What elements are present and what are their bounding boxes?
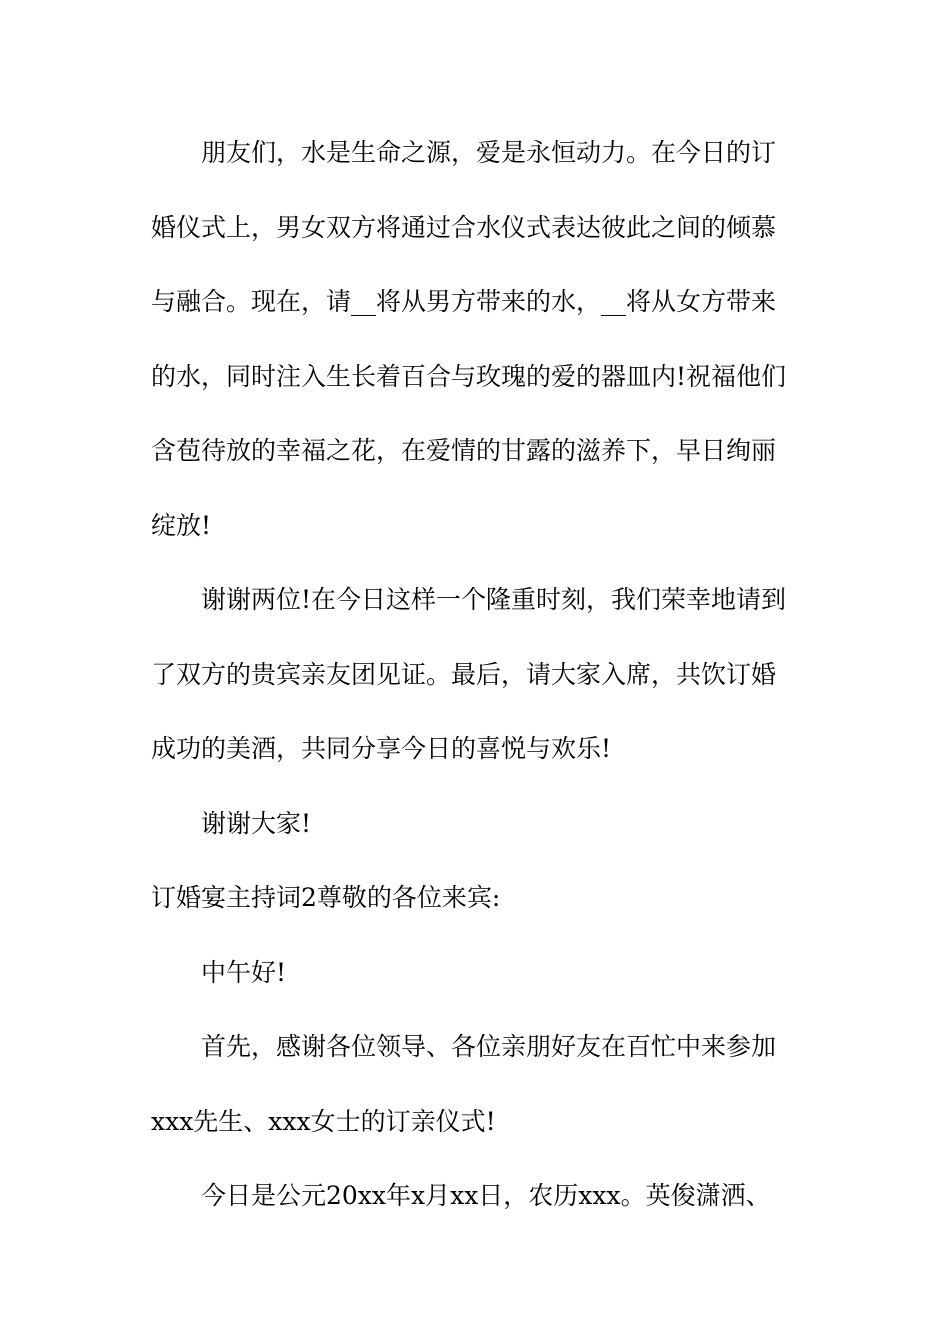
text-line: 成功的美酒，共同分享今日的喜悦与欢乐! — [151, 734, 612, 763]
text-line: 谢谢大家! — [201, 808, 312, 838]
document-body — [151, 126, 811, 1244]
section-heading: 订婚宴主持词2尊敬的各位来宾: — [151, 883, 501, 912]
text-line: xxx先生、xxx女士的订亲仪式! — [151, 1106, 496, 1136]
text-line: 今日是公元20xx年x月xx日，农历xxx。英俊潇洒、 — [201, 1181, 771, 1210]
text-line: 朋友们，水是生命之源，爱是永恒动力。在今日的订 — [201, 138, 777, 167]
text-line: 含苞待放的幸福之花，在爱情的甘露的滋养下，早日绚丽 — [151, 436, 777, 465]
text-line: 了双方的贵宾亲友团见证。最后，请大家入席，共饮订婚 — [151, 659, 777, 689]
text-line: 的水，同时注入生长着百合与玫瑰的爱的器皿内!祝福他们 — [151, 361, 787, 391]
text-line: 婚仪式上，男女双方将通过合水仪式表达彼此之间的倾慕 — [151, 212, 777, 242]
text-line: 谢谢两位!在今日这样一个隆重时刻，我们荣幸地请到 — [201, 585, 787, 614]
text-line: 中午好! — [201, 957, 287, 987]
text-line: 绽放! — [151, 510, 212, 540]
text-line: 首先，感谢各位领导、各位亲朋好友在百忙中来参加 — [201, 1032, 777, 1061]
text-line: 与融合。现在，请__将从男方带来的水，__将从女方带来 — [151, 287, 777, 316]
